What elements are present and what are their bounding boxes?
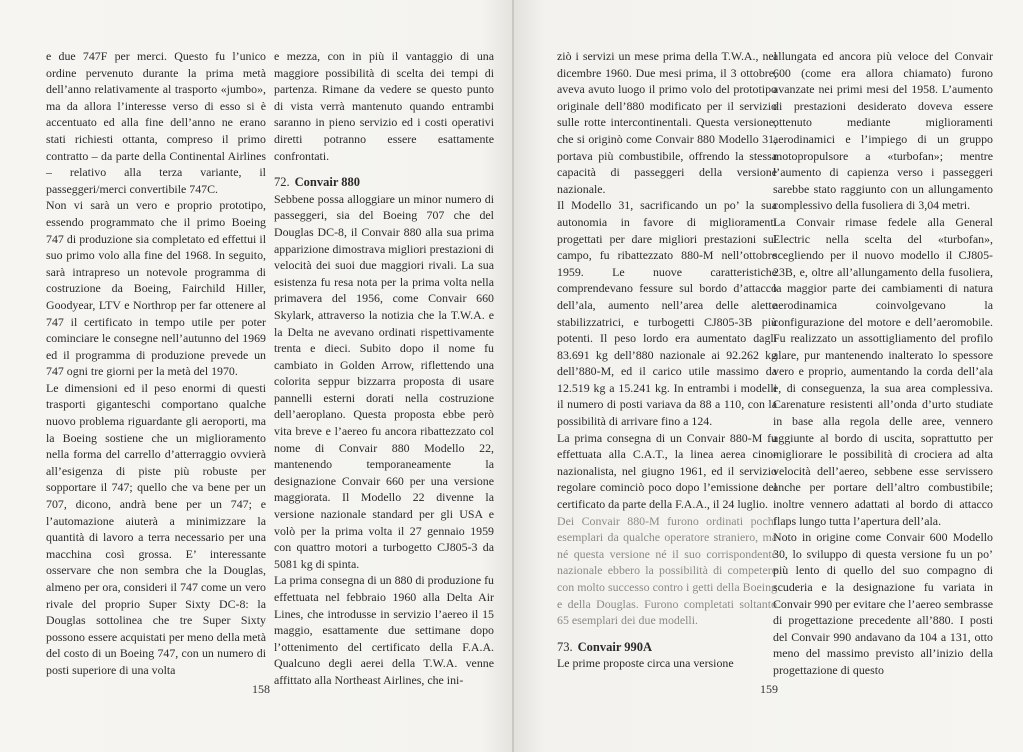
paragraph: La prima consegna di un Convair 880-M fu effettuata alla C.A.T., la linea aerea cino-nazionalista, nel giugno 1961, ed il servizio regolare cominciò poco dopo l’emissione del certificato da parte della F.A.A., il 24 luglio. xyxy=(557,430,777,512)
paragraph: allungata ed ancora più veloce del Convair 600 (come era allora chiamato) furono avanzate nei primi mesi del 1958. L’aumento di prestazioni desiderato doveva essere ottenuto mediante miglioramenti aerodinamici e l’impiego di un gruppo motopropulsore a «turbofan»; mentre l’aumento di capienza verso i passeggeri sarebbe stato raggiunto con un allungamento complessivo della fusoliera di 3,04 metri. xyxy=(773,49,993,213)
page-number: 158 xyxy=(252,682,270,696)
paragraph: Noto in origine come Convair 600 Modello 30, lo sviluppo di questa versione fu un po’ più lento di quello del suo compagno di scuderia e la designazione fu variata in Convair 990 per evitare che l’aereo sembrasse di progettazione precedente all’880. I posti del Convair 990 andavano da 104 a 131, otto meno del massimo previsto all’inizio della progettazione di questo xyxy=(773,530,993,677)
paragraph: Il Modello 31, sacrificando un po’ la sua autonomia in favore di miglioramenti progettati per dare migliori prestazioni sul campo, fu ribattezzato 880-M nell’ottobre 1959. Le nuove caratteristiche comprendevano fessure sul bordo d’attacco dell’ala, aumento nell’area delle alette stabilizzatrici, e turbogetti CJ805-3B più potenti. Il peso lordo era aumentato dagli 83.691 kg dell’880 nazionale ai 92.262 kg dell’880-M, ed il carico utile massimo da 12.519 kg a 15.241 kg. In entrambi i modelli il numero di posti variava da 88 a 110, con la possibilità di arrivare fino a 124. xyxy=(557,198,777,429)
paragraph: Non vi sarà un vero e proprio prototipo, essendo programmato che il primo Boeing 747 di produzione sia completato ed effettui il suo primo volo alla fine del 1968. In seguito, sarà intrapreso un notevole programma di costruzione da Boeing, Fairchild Hiller, Goodyear, LTV e Northrop per far ottenere al 747 il certificato in tempo utile per poter cominciare le consegne nell’autunno del 1969 ed il programma di produzione prevede un 747 ogni tre giorni per la metà del 1970. xyxy=(46,198,266,379)
paragraph: La Convair rimase fedele alla General Electric nella scelta del «turbofan», scegliendo per il nuovo modello il CJ805-23B, e, oltre all’allungamento della fusoliera, la maggior parte dei cambiamenti di natura aerodinamica coinvolgevano la configurazione del motore e dell’aeromobile. Fu realizzato un assottigliamento del profilo alare, pur mantenendo inalterato lo spessore vero e proprio, aumentando la corda dell’ala e, di conseguenza, la sua area complessiva. Carenature resistenti all’onda d’urto studiate in base alla regola delle aree, vennero aggiunte al bordo di uscita, soprattutto per migliorare le possibilità di crociera ad alta velocità dell’aereo, sebbene esse servissero anche per portare dell’altro combustibile; inoltre vennero adattati al bordo di attacco flaps lungo tutta l’apertura dell’ala. xyxy=(773,214,993,528)
right-page-column-1 xyxy=(557,48,777,672)
paragraph: e mezza, con in più il vantaggio di una maggiore possibilità di scelta dei tempi di partenza. Rimane da vedere se questo punto di vista verrà mantenuto quando entrambi saranno in pieno servizio ed i costi operativi diretti potranno essere esattamente confrontati. xyxy=(274,49,494,163)
section-number: 72. xyxy=(274,175,290,190)
paragraph: Le prime proposte circa una versione xyxy=(557,656,734,671)
paragraph: Le dimensioni ed il peso enormi di questi trasporti giganteschi comportano qualche nuovo problema riguardante gli aeroporti, ma la Boeing sostiene che un miglioramento nella forma del carrello d’atterraggio ovvierà all’esigenza di piste più robuste per sopportare il 747; quello che va bene per un 707, dicono, andrà bene per un 747; e l’automazione aiuterà a minimizzare la quantità di lavoro a terra necessario per una macchina così grossa. E’ interessante osservare che non sembra che la Douglas, almeno per ora, consideri il 747 come un vero rivale del proprio Super Sixty DC-8: la Douglas sottolinea che tre Super Sixty possono essere acquistati per meno della metà del costo di un Boeing 747, con un numero di posti superiore di una volta xyxy=(46,380,266,677)
paragraph: Dei Convair 880-M furono ordinati pochi esemplari da qualche operatore straniero, ma né questa versione né il suo corrispondente nazionale ebbero la possibilità di competere con molto successo contro i getti della Boeing e della Douglas. Furono completati soltanto 65 esemplari dei due modelli. xyxy=(557,513,777,628)
section-heading-convair-990a xyxy=(557,639,777,656)
paragraph: La prima consegna di un 880 di produzione fu effettuata nel febbraio 1960 alla Delta Air Lines, che introdusse in servizio l’aereo il 15 maggio, esattamente due settimane dopo l’ottenimento del certificato della F.A.A. Qualcuno degli aerei della T.W.A. venne affittato alla Northeast Airlines, che ini- xyxy=(274,573,494,687)
section-number: 73. xyxy=(557,639,573,654)
paragraph: e due 747F per merci. Questo fu l’unico ordine pervenuto durante la prima metà dell’anno relativamente al trasporto «jumbo», ma da allora l’interesse verso di esso si è accentuato ed alla fine dell’anno ne erano stati richiesti ottanta, compreso il primo contratto – da parte della Continental Airlines – relativo alla terza variante, il passeggeri/merci convertibile 747C. xyxy=(46,49,266,196)
section-title: Convair 990A xyxy=(577,639,653,654)
right-page-column-2 xyxy=(773,48,993,679)
paragraph: Sebbene possa alloggiare un minor numero di passeggeri, sia del Boeing 707 che del Douglas DC-8, il Convair 880 alla sua prima apparizione dimostrava migliori prestazioni di velocità dei suoi due maggiori rivali. La sua esistenza fu resa nota per la prima volta nella primavera del 1956, come Convair 660 Skylark, attraverso la notizia che la T.W.A. e la Delta ne avevano ordinati rispettivamente trenta e dieci. Subito dopo il nome fu cambiato in Golden Arrow, riflettendo una colorita seppur bizzarra proposta di usare pannelli esterni dorati nella costruzione dell’aeroplano. Questa proposta ebbe però vita breve e l’aereo fu ancora ribattezzato col nome di Convair 880 Modello 22, mantenendo temporaneamente la designazione Convair 660 per una versione maggiorata. Il Modello 22 divenne la versione nazionale standard per gli USA e volò per la prima volta il 27 gennaio 1959 con quattro motori a turbogetto CJ805-3 da 5081 kg di spinta. xyxy=(274,191,494,571)
section-heading-convair-880 xyxy=(274,174,494,191)
left-page-column-2 xyxy=(274,48,494,689)
right-page xyxy=(514,0,1023,752)
paragraph: ziò i servizi un mese prima della T.W.A., nel dicembre 1960. Due mesi prima, il 3 ottobre, aveva avuto luogo il primo volo del prototipo originale dell’880 modificato per il servizio sulle rotte intercontinentali. Questa versione, che si originò come Convair 880 Modello 31, portava più combustibile, offrendo la stessa capacità di passeggeri della versione nazionale. xyxy=(557,49,777,196)
page-number: 159 xyxy=(760,682,778,696)
section-title: Convair 880 xyxy=(294,175,361,190)
left-page-column-1 xyxy=(46,48,266,679)
